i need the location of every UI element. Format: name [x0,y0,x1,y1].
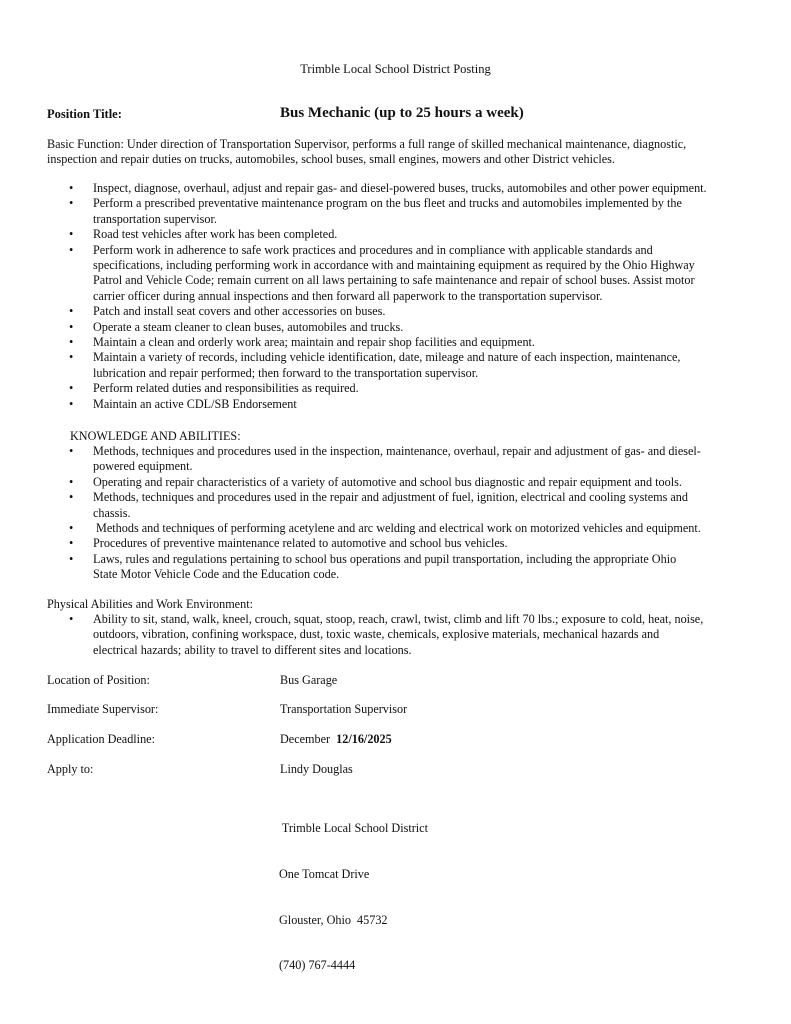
bullet-icon: • [69,335,74,350]
duty-item [47,304,767,319]
bullet-icon: • [69,319,74,334]
supervisor-value: Transportation Supervisor [280,702,408,716]
physical-heading: Physical Abilities and Work Environment: [47,597,253,611]
knowledge-heading: KNOWLEDGE AND ABILITIES: [70,429,241,443]
list-item-line: State Motor Vehicle Code and the Education code. [93,567,340,582]
address-line: Trimble Local School District [279,821,428,836]
bullet-icon: • [69,444,74,458]
bullet-icon: • [69,521,74,536]
list-item-line: Road test vehicles after work has been completed. [93,227,338,242]
bullet-icon: • [69,304,74,319]
list-item-line: Patch and install seat covers and other accessories on buses. [93,304,386,319]
knowledge-item [47,475,767,490]
physical-list [47,612,767,658]
bullet-icon: • [69,490,74,505]
bullet-icon: • [69,181,74,195]
list-item-line: Perform related duties and responsibilities as required. [93,381,359,396]
list-item-line: Methods, techniques and procedures used in the repair and adjustment of fuel, ignition, electrical and cooling systems and [93,490,688,505]
position-title-label: Position Title: [47,107,122,121]
list-item-line: Operate a steam cleaner to clean buses, automobiles and trucks. [93,319,404,334]
deadline-date: 12/16/2025 [336,732,392,746]
address-line: Glouster, Ohio 45732 [279,912,388,927]
list-item-line: lubrication and repair performed; then forward to the transportation supervisor. [93,365,479,380]
bullet-icon: • [69,242,74,257]
basic-function-line: Basic Function: Under direction of Transportation Supervisor, performs a full range of skilled mechanical maintenance, diagnostic, [47,137,687,151]
document-header: Trimble Local School District Posting [300,62,491,76]
bullet-icon: • [69,196,74,211]
list-item-line: transportation supervisor. [93,211,217,226]
knowledge-item [47,521,767,536]
basic-function-line: inspection and repair duties on trucks, automobiles, school buses, small engines, mowers and other District vehicles. [47,152,615,167]
deadline-value [280,732,392,747]
bullet-icon: • [69,396,74,411]
physical-item [47,612,767,658]
knowledge-item [47,444,767,475]
list-item-line: carrier officer during annual inspections and then forward all paperwork to the transportation supervisor. [93,288,603,303]
list-item-line: electrical hazards; ability to travel to different sites and locations. [93,642,412,657]
duty-item [47,320,767,335]
list-item-line: Operating and repair characteristics of a variety of automotive and school bus diagnostic and repair equipment and tools. [93,474,682,489]
list-item-line: Methods, techniques and procedures used in the inspection, maintenance, overhaul, repair and adjustment of gas- and diesel- [93,444,701,458]
bullet-icon: • [69,381,74,396]
knowledge-item [47,536,767,551]
duty-item [47,350,767,381]
list-item-line: specifications, including performing work in accordance with and maintaining equipment as required by the Ohio Highway [93,258,695,273]
list-item-line: Ability to sit, stand, walk, kneel, crouch, squat, stoop, reach, crawl, twist, climb and lift 70 lbs.; exposure to cold, heat, noise, [93,612,704,626]
apply-to-value: Lindy Douglas [280,762,353,776]
duty-item [47,227,767,242]
location-value: Bus Garage [280,673,338,687]
bullet-icon: • [69,551,74,566]
address-line: (740) 767-4444 [279,958,356,973]
list-item-line: Perform a prescribed preventative maintenance program on the bus fleet and trucks and automobiles implemented by the [93,196,682,211]
basic-function [47,137,747,168]
bullet-icon: • [69,350,74,365]
deadline-label: Application Deadline: [47,732,155,746]
apply-to-label: Apply to: [47,762,94,776]
knowledge-item [47,490,767,521]
duty-item [47,196,767,227]
duty-item [47,181,767,196]
list-item-line: Maintain a variety of records, including vehicle identification, date, mileage and nature of each inspection, maintenance, [93,350,681,365]
list-item-line: outdoors, vibration, confining workspace, dust, toxic waste, chemicals, explosive materials, mechanical hazards and [93,627,660,642]
address-line: One Tomcat Drive [279,867,370,882]
deadline-month: December [280,732,331,746]
bullet-icon: • [69,536,74,551]
list-item-line: Patrol and Vehicle Code; remain current on all laws pertaining to safe maintenance and repair of school buses. Assist motor [93,273,695,288]
list-item-line: powered equipment. [93,459,193,474]
bullet-icon: • [69,227,74,242]
knowledge-item [47,552,767,583]
list-item-line: Procedures of preventive maintenance related to automotive and school bus vehicles. [93,536,508,551]
duty-item [47,243,767,305]
list-item-line: Perform work in adherence to safe work practices and procedures and in compliance with applicable standards and [93,242,653,257]
list-item-line: chassis. [93,505,131,520]
list-item-line: Methods and techniques of performing acetylene and arc welding and electrical work on motorized vehicles and equipment. [93,521,701,536]
duty-item [47,381,767,396]
location-label: Location of Position: [47,673,150,687]
list-item-line: Maintain a clean and orderly work area; maintain and repair shop facilities and equipment. [93,335,535,350]
list-item-line: Inspect, diagnose, overhaul, adjust and repair gas- and diesel-powered buses, trucks, automobiles and other power equipment. [93,181,707,195]
list-item-line: Maintain an active CDL/SB Endorsement [93,396,297,411]
bullet-icon: • [69,474,74,489]
list-item-line: Laws, rules and regulations pertaining to school bus operations and pupil transportation, including the appropriate Ohio [93,551,677,566]
duties-list [47,181,767,412]
supervisor-label: Immediate Supervisor: [47,702,159,716]
position-title-value: Bus Mechanic (up to 25 hours a week) [280,105,524,121]
bullet-icon: • [69,612,74,626]
knowledge-list [47,444,767,583]
mailing-address [279,791,428,989]
duty-item [47,397,767,412]
duty-item [47,335,767,350]
